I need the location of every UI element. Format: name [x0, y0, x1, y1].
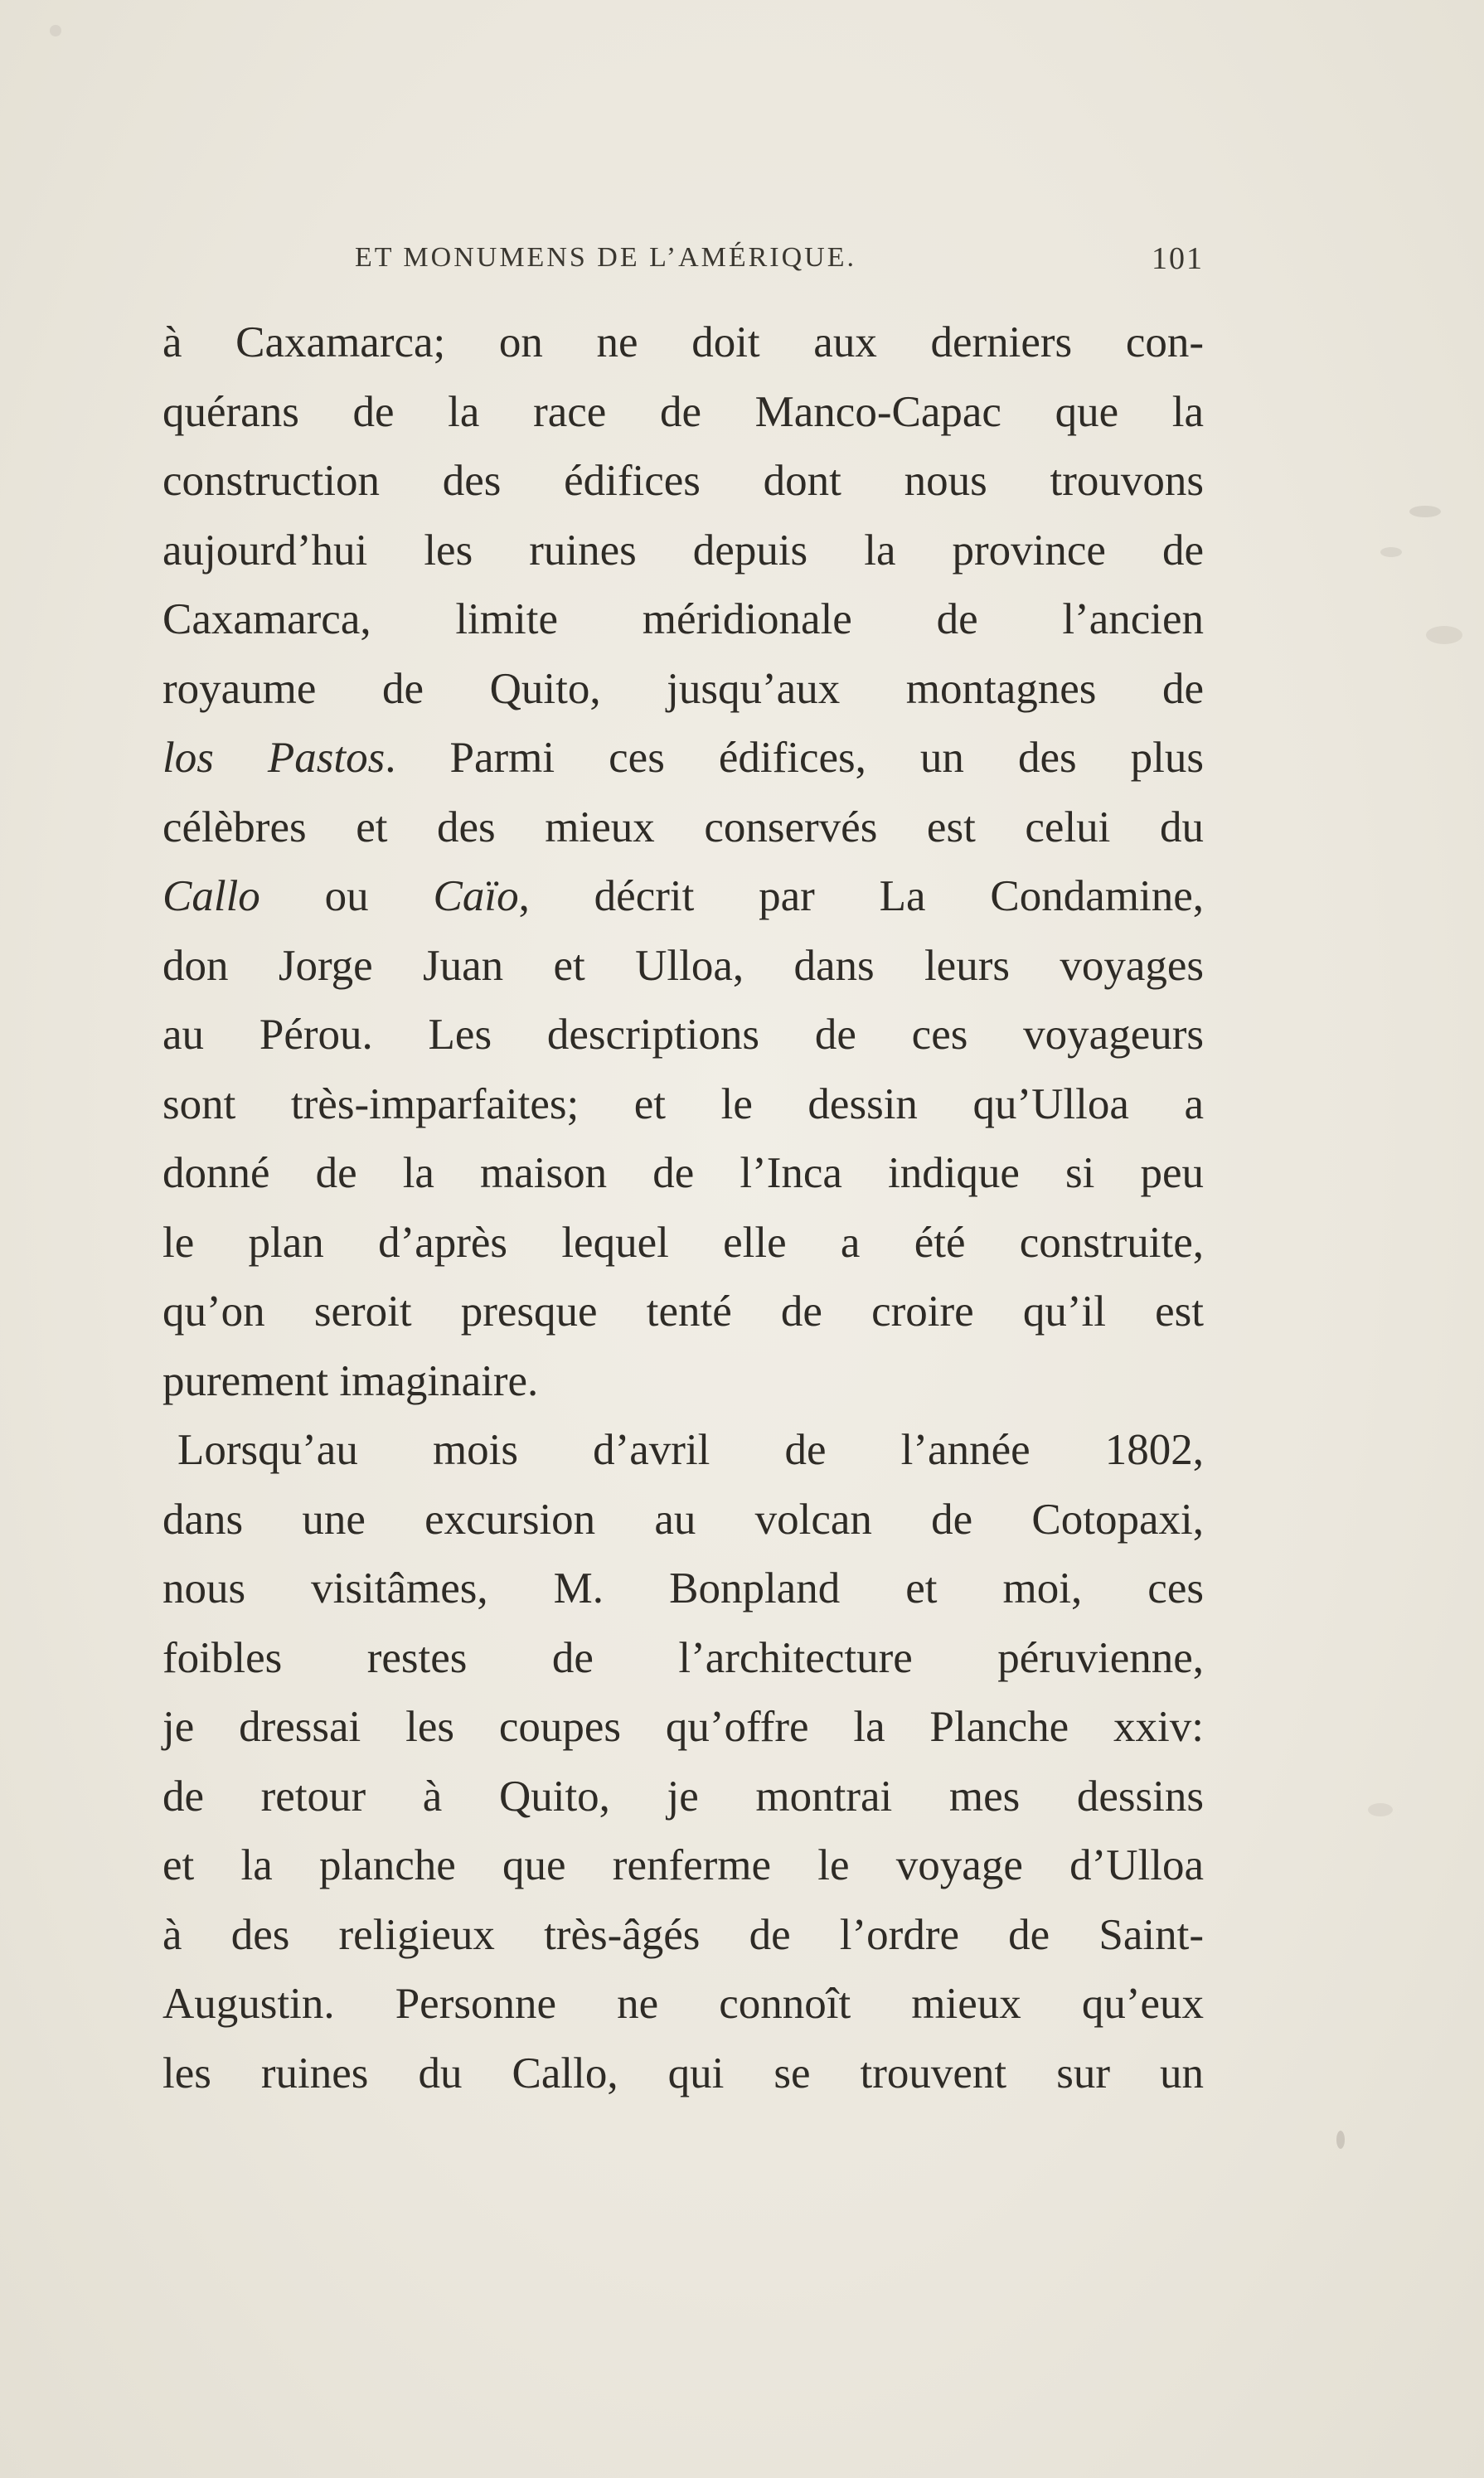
- text-line: [162, 724, 1204, 793]
- text-run: à des religieux très-âgés de l’ordre de Saint-: [162, 1910, 1204, 1959]
- text-run: , décrit par La Condamine,: [518, 872, 1205, 920]
- text-run: je dressai les coupes qu’offre la Planche xxiv:: [162, 1703, 1204, 1751]
- text-run: dans une excursion au volcan de Cotopaxi,: [162, 1495, 1204, 1544]
- text-line: [162, 1554, 1204, 1624]
- text-line: [162, 516, 1204, 586]
- text-line: [162, 1970, 1204, 2039]
- text-run: Caxamarca, limite méridionale de l’ancien: [162, 595, 1204, 643]
- italic-text: los Pastos: [162, 734, 386, 782]
- text-line: [162, 1001, 1204, 1070]
- paper-speck: [1409, 506, 1441, 517]
- paper-speck: [1336, 2131, 1345, 2149]
- text-line: [162, 862, 1204, 932]
- text-run: ou: [259, 872, 434, 920]
- text-line: [162, 447, 1204, 516]
- text-line: [162, 1070, 1204, 1140]
- text-line: [162, 932, 1204, 1001]
- text-line: [162, 655, 1204, 725]
- text-run: nous visitâmes, M. Bonpland et moi, ces: [162, 1564, 1204, 1612]
- text-run: qu’on seroit presque tenté de croire qu’il est: [162, 1287, 1204, 1336]
- text-line: [162, 1486, 1204, 1555]
- text-run: quérans de la race de Manco-Capac que la: [162, 387, 1204, 436]
- text-line: [162, 308, 1204, 378]
- italic-text: Callo: [162, 872, 260, 920]
- text-line: [162, 1901, 1204, 1971]
- text-line: [162, 1278, 1204, 1347]
- text-line: [162, 1624, 1204, 1694]
- text-line: [162, 1209, 1204, 1278]
- running-head: [355, 242, 1204, 292]
- text-line: [162, 1347, 1204, 1417]
- text-run: foibles restes de l’architecture péruvienne,: [162, 1633, 1204, 1682]
- text-line: [162, 378, 1204, 448]
- text-run: de retour à Quito, je montrai mes dessins: [162, 1772, 1204, 1821]
- paper-speck: [1380, 547, 1402, 557]
- page-number: 101: [1152, 241, 1204, 276]
- text-run: les ruines du Callo, qui se trouvent sur un: [162, 2049, 1204, 2097]
- text-run: purement imaginaire.: [162, 1356, 539, 1405]
- text-line: [162, 793, 1204, 863]
- italic-text: Caïo: [433, 872, 519, 920]
- text-line: [162, 585, 1204, 655]
- text-run: royaume de Quito, jusqu’aux montagnes de: [162, 664, 1204, 713]
- text-run: célèbres et des mieux conservés est celui du: [162, 803, 1204, 851]
- paper-speck: [1426, 626, 1462, 644]
- text-run: don Jorge Juan et Ulloa, dans leurs voyages: [162, 941, 1204, 990]
- text-run: à Caxamarca; on ne doit aux derniers con-: [162, 318, 1204, 366]
- text-run: construction des édifices dont nous trouvons: [162, 457, 1204, 505]
- text-run: au Pérou. Les descriptions de ces voyageurs: [162, 1011, 1204, 1059]
- text-run: Lorsqu’au mois d’avril de l’année 1802,: [177, 1426, 1204, 1474]
- text-run: . Parmi ces édifices, un des plus: [385, 734, 1204, 782]
- text-line: [162, 2039, 1204, 2109]
- paper-speck: [50, 25, 61, 36]
- text-run: aujourd’hui les ruines depuis la province de: [162, 526, 1204, 575]
- paper-speck: [1368, 1803, 1393, 1816]
- text-run: le plan d’après lequel elle a été construite,: [162, 1218, 1204, 1267]
- text-line: [162, 1831, 1204, 1901]
- text-line: [162, 1139, 1204, 1209]
- text-line: [162, 1763, 1204, 1832]
- text-run: et la planche que renferme le voyage d’Ulloa: [162, 1841, 1204, 1889]
- text-run: sont très-imparfaites; et le dessin qu’Ulloa a: [162, 1079, 1204, 1128]
- text-line: [162, 1416, 1204, 1486]
- running-title: ET MONUMENS DE L’AMÉRIQUE.: [355, 242, 856, 273]
- text-run: Augustin. Personne ne connoît mieux qu’eux: [162, 1980, 1204, 2028]
- text-line: [162, 1693, 1204, 1763]
- body-text: [162, 308, 1204, 2108]
- text-run: donné de la maison de l’Inca indique si peu: [162, 1149, 1204, 1197]
